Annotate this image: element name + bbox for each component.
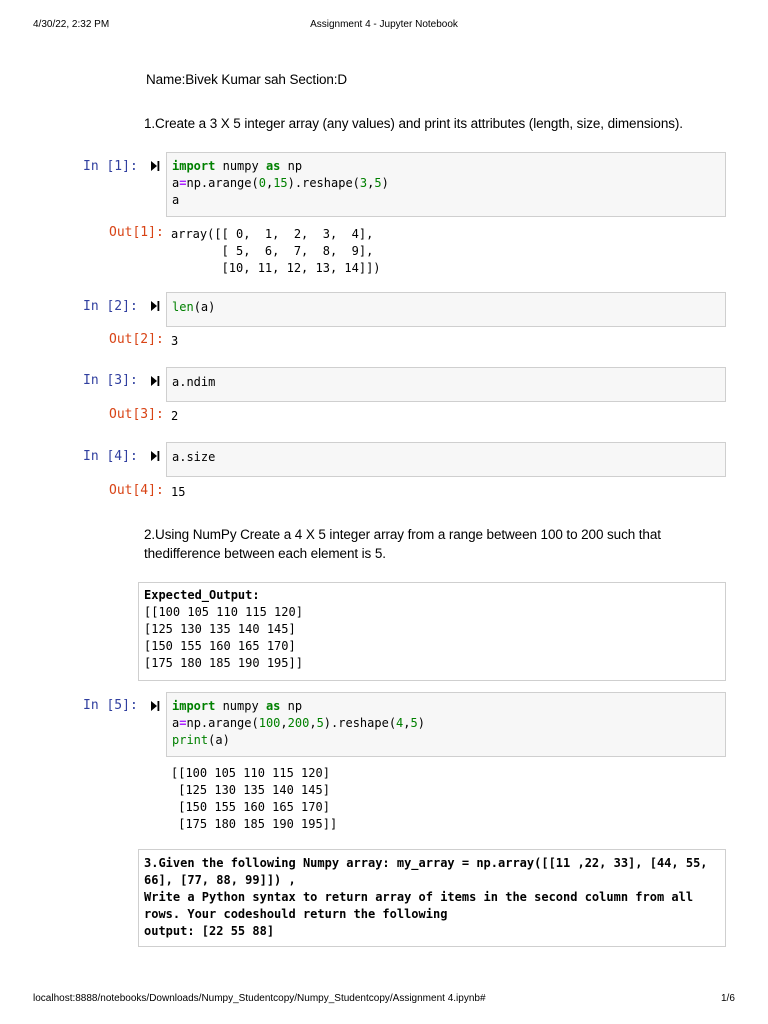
code-line: len(a) [172,300,216,314]
expected-output-row: [125 130 135 140 145] [144,622,296,636]
code-line: print(a) [172,733,230,747]
cell-1-input[interactable] [166,152,726,217]
cell-4-output: 15 [171,485,186,499]
question-3-box [138,849,726,947]
expected-output-heading: Expected_Output: [144,588,260,602]
cell-5-in-prompt: In [5]: [83,698,138,713]
cell-3-input[interactable] [166,367,726,402]
code-line: a.size [172,450,216,464]
cell-5-output: [[100 105 110 115 120] [125 130 135 140 145] [150 155 160 165 170] [175 180 185 190 195]] [171,766,338,831]
code-line: a=np.arange(100,200,5).reshape(4,5) [172,716,425,730]
question-3-line: 66], [77, 88, 99]]) , [144,873,296,887]
print-datetime: 4/30/22, 2:32 PM [33,19,110,30]
footer-url: localhost:8888/notebooks/Downloads/Numpy_Studentcopy/Numpy_Studentcopy/Assignment 4.ipynb# [33,993,486,1004]
expected-output-row: [150 155 160 165 170] [144,639,296,653]
cell-2-input[interactable] [166,292,726,327]
code-line: a [172,193,180,207]
expected-output-row: [175 180 185 190 195]] [144,656,303,670]
run-cell-icon[interactable] [150,450,160,462]
page-title: Assignment 4 - Jupyter Notebook [310,19,458,30]
run-cell-icon[interactable] [150,700,160,712]
cell-2-in-prompt: In [2]: [83,299,138,314]
cell-2-output: 3 [171,334,179,348]
cell-4-input[interactable] [166,442,726,477]
question-3-line: rows. Your codeshould return the following [144,907,448,921]
cell-3-out-prompt: Out[3]: [109,407,164,422]
code-line: a.ndim [172,375,216,389]
question-3-line: 3.Given the following Numpy array: my_array = np.array([[11 ,22, 33], [44, 55, [144,856,708,870]
run-cell-icon[interactable] [150,375,160,387]
code-line: a=np.arange(0,15).reshape(3,5) [172,176,389,190]
code-line: import numpy as np [172,699,303,713]
run-cell-icon[interactable] [150,300,160,312]
question-3-line: Write a Python syntax to return array of items in the second column from all [144,890,694,904]
run-cell-icon[interactable] [150,160,160,172]
cell-1-output: array([[ 0, 1, 2, 3, 4], [ 5, 6, 7, 8, 9], [10, 11, 12, 13, 14]]) [171,227,381,275]
question-3-line: output: [22 55 88] [144,924,275,938]
cell-3-output: 2 [171,409,179,423]
cell-3-in-prompt: In [3]: [83,373,138,388]
cell-2-out-prompt: Out[2]: [109,332,164,347]
question-2-line-1: 2.Using NumPy Create a 4 X 5 integer array from a range between 100 to 200 such that [144,527,661,542]
cell-4-in-prompt: In [4]: [83,449,138,464]
cell-1-in-prompt: In [1]: [83,159,138,174]
expected-output-box [138,582,726,681]
code-line: import numpy as np [172,159,303,173]
question-2-line-2: thedifference between each element is 5. [144,546,386,561]
expected-output-row: [[100 105 110 115 120] [144,605,303,619]
cell-5-input[interactable] [166,692,726,757]
page-number: 1/6 [721,993,735,1004]
question-1-text: 1.Create a 3 X 5 integer array (any values) and print its attributes (length, size, dimensions). [144,116,683,131]
cell-1-out-prompt: Out[1]: [109,225,164,240]
cell-4-out-prompt: Out[4]: [109,483,164,498]
student-name-line: Name:Bivek Kumar sah Section:D [146,72,348,87]
